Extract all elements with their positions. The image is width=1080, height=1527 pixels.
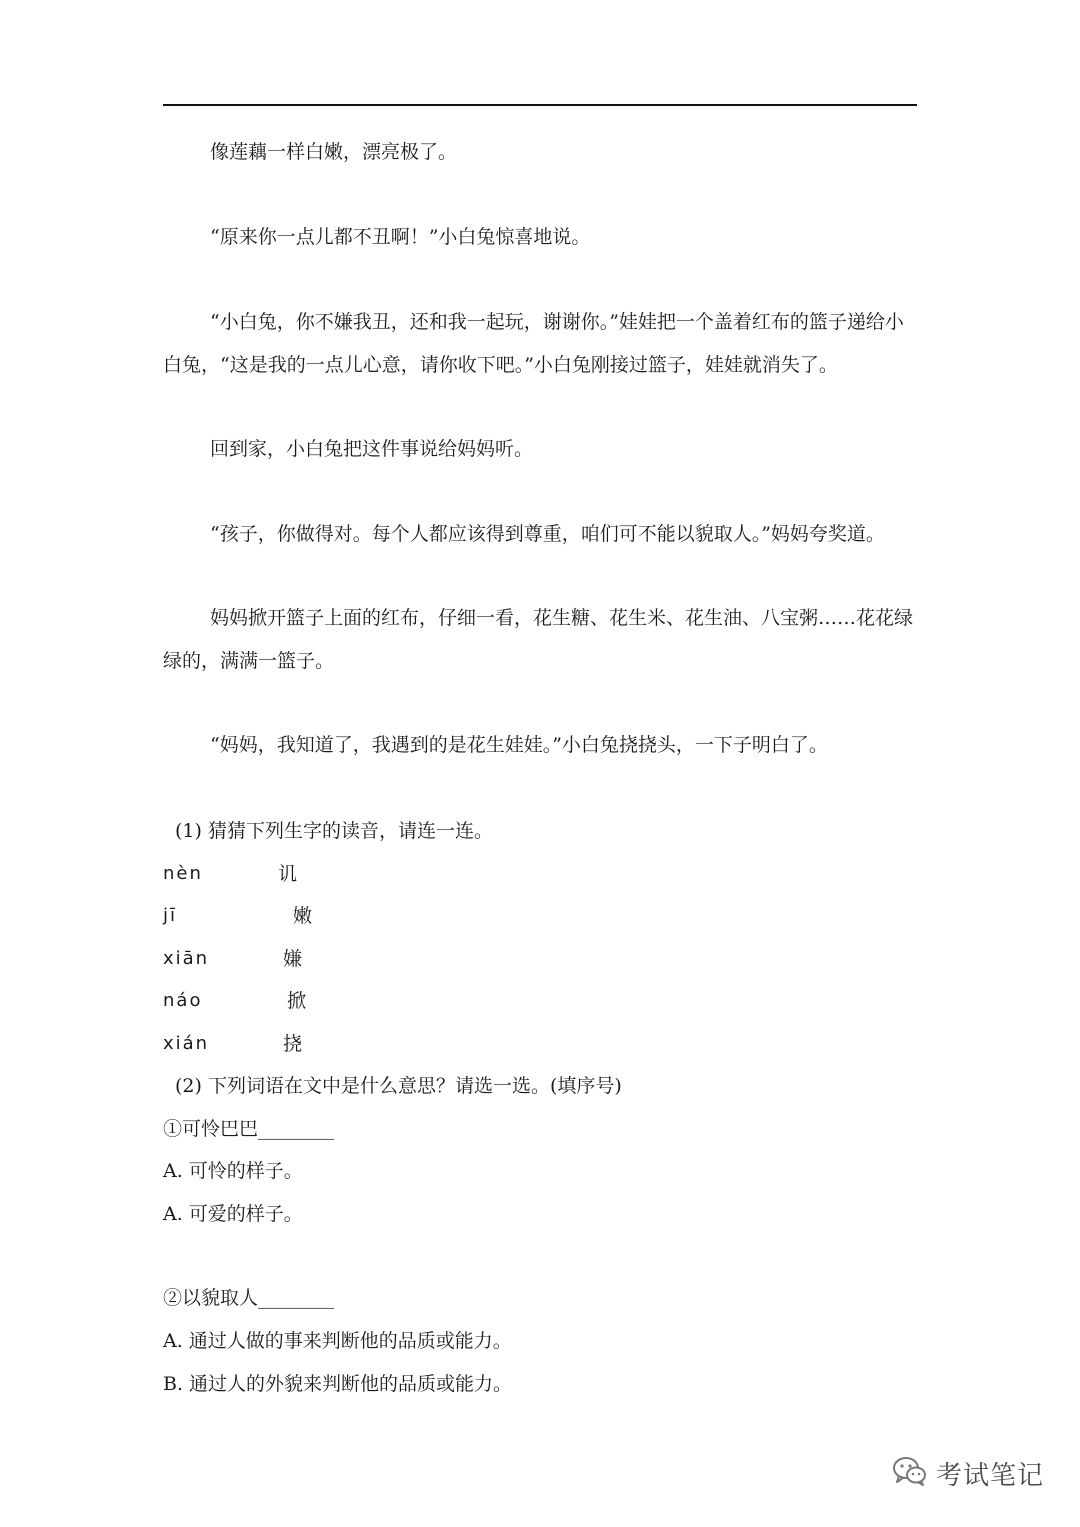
pinyin-4: náo [163, 990, 203, 1011]
character-2: 嫩 [293, 905, 313, 927]
character-5: 挠 [283, 1033, 303, 1055]
character-4: 掀 [287, 990, 307, 1012]
wechat-icon [892, 1455, 928, 1491]
character-3: 嫌 [283, 948, 303, 970]
paragraph-3-line-1: “小白兔，你不嫌我丑，还和我一起玩，谢谢你。”娃娃把一个盖着红布的篮子递给小 [210, 311, 904, 333]
question-2-item-2-term: ②以貌取人________ [163, 1287, 335, 1309]
question-1-prompt: (1) 猜猜下列生字的读音，请连一连。 [175, 820, 493, 842]
question-2-item-2-option-a: A. 通过人做的事来判断他的品质或能力。 [163, 1330, 512, 1352]
paragraph-7: “妈妈，我知道了，我遇到的是花生娃娃。”小白兔挠挠头，一下子明白了。 [210, 734, 828, 756]
watermark [892, 1453, 1044, 1493]
question-2-item-2-option-b: B. 通过人的外貌来判断他的品质或能力。 [163, 1373, 513, 1395]
paragraph-1: 像莲藕一样白嫩，漂亮极了。 [210, 141, 458, 163]
pinyin-2: jī [163, 905, 178, 926]
paragraph-6-line-1: 妈妈掀开篮子上面的红布，仔细一看，花生糖、花生米、花生油、八宝粥……花花绿 [210, 607, 914, 629]
pinyin-5: xián [163, 1033, 210, 1054]
question-2-item-1-term: ①可怜巴巴________ [163, 1118, 335, 1140]
pinyin-1: nèn [163, 863, 203, 884]
paragraph-5: “孩子，你做得对。每个人都应该得到尊重，咱们可不能以貌取人。”妈妈夸奖道。 [210, 523, 885, 545]
question-2-item-1-option-a: A. 可怜的样子。 [163, 1160, 303, 1182]
paragraph-6-line-2: 绿的，满满一篮子。 [163, 650, 335, 672]
watermark-text: 考试笔记 [936, 1460, 1045, 1491]
paragraph-2: “原来你一点儿都不丑啊！”小白兔惊喜地说。 [210, 226, 591, 248]
header-rule [163, 104, 917, 106]
paragraph-4: 回到家，小白兔把这件事说给妈妈听。 [210, 438, 534, 460]
question-2-item-1-option-b: A. 可爱的样子。 [163, 1203, 303, 1225]
question-2-prompt: (2) 下列词语在文中是什么意思？请选一选。(填序号) [175, 1075, 622, 1097]
pinyin-3: xiān [163, 948, 210, 969]
character-1: 讥 [278, 863, 298, 885]
paragraph-3-line-2: 白兔，“这是我的一点儿心意，请你收下吧。”小白兔刚接过篮子，娃娃就消失了。 [163, 354, 838, 376]
